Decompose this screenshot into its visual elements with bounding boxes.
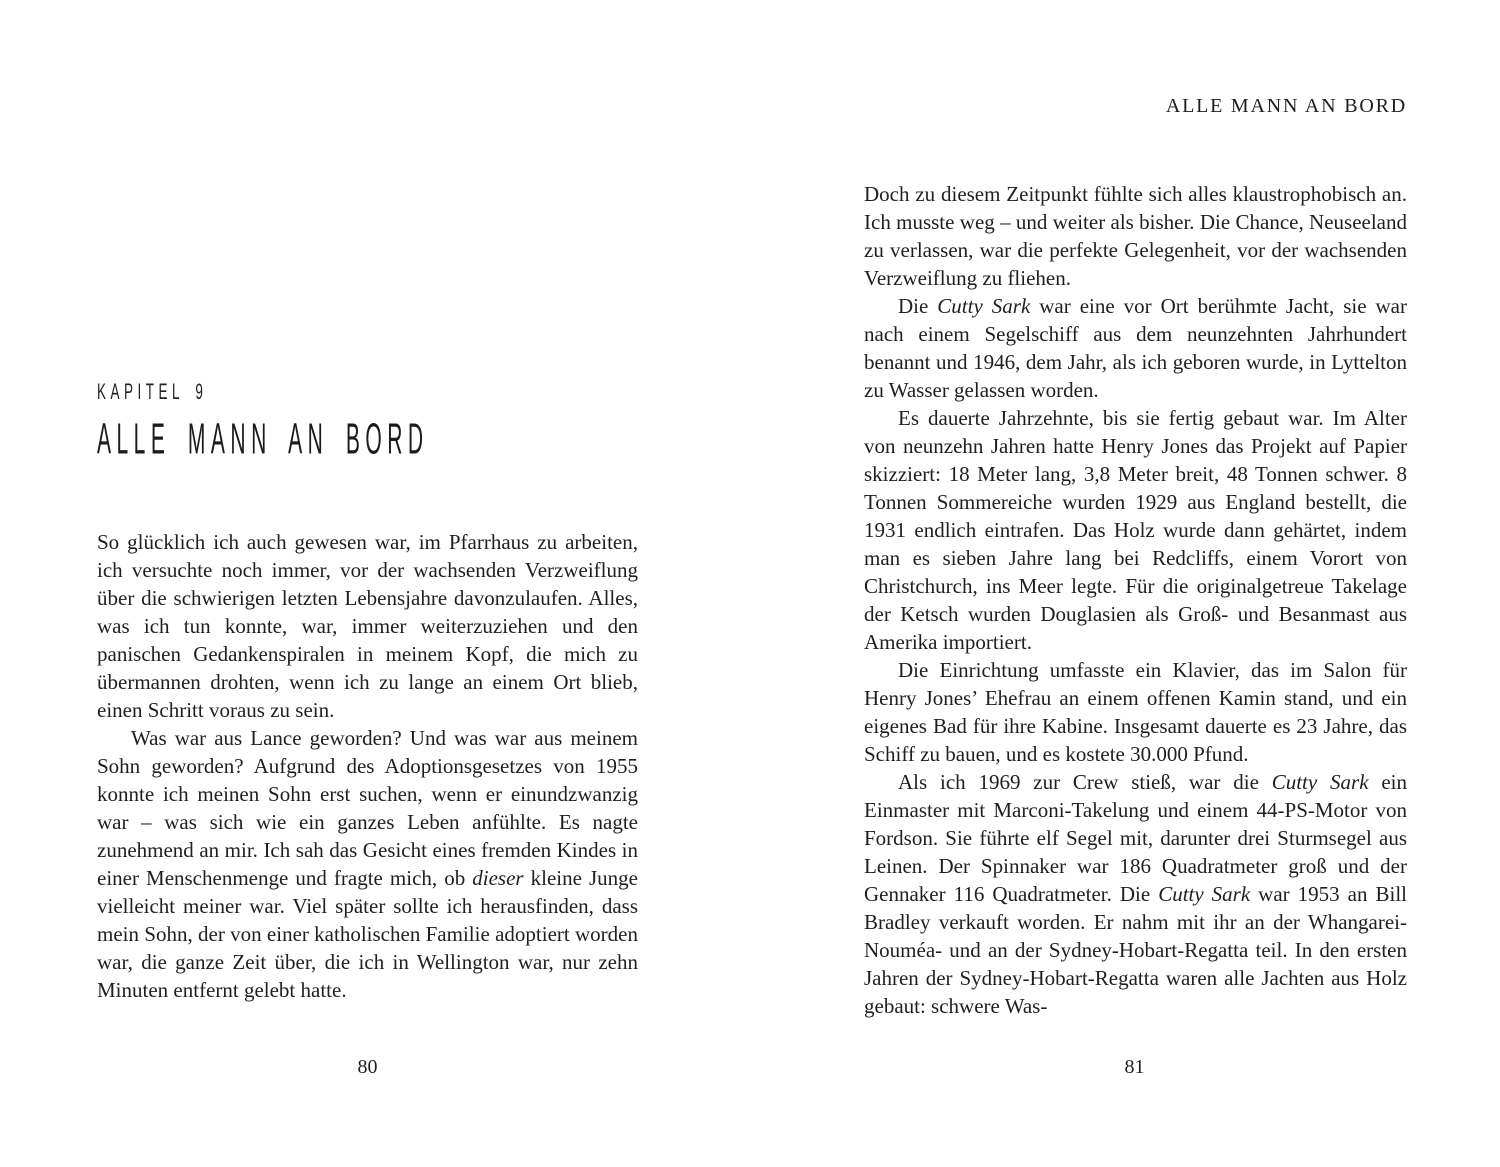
page-right	[750, 0, 1500, 1167]
text-run: ein Einmaster mit Marconi-Takelung und einem 44-PS-Motor von Fordson. Sie führte elf Segel mit, darunter drei Sturmsegel aus Leinen. Der Spinnaker war 186 Quadratmeter groß und der Gennaker 116 Quadratmeter. Die	[864, 770, 1407, 906]
chapter-title: ALLE MANN AN BORD	[97, 415, 429, 463]
chapter-kicker: KAPITEL 9	[97, 380, 208, 405]
paragraph	[97, 724, 638, 1004]
italic-text-run: Cutty Sark	[1271, 770, 1369, 794]
text-run: Die Einrichtung umfasste ein Klavier, das im Salon für Henry Jones’ Ehefrau an einem offenen Kamin stand, und ein eigenes Bad für ihre Kabine. Insgesamt dauerte es 23 Jahre, das Schiff zu bauen, und es kostete 30.000 Pfund.	[864, 658, 1407, 766]
text-run: Was war aus Lance geworden? Und was war aus meinem Sohn geworden? Aufgrund des Adoptionsgesetzes von 1955 konnte ich meinen Sohn erst suchen, wenn er einundzwanzig war – was sich wie ein ganzes Leben anfühlte. Es nagte zunehmend an mir. Ich sah das Gesicht eines fremden Kindes in einer Menschenmenge und fragte mich, ob	[97, 726, 638, 890]
text-run: So glücklich ich auch gewesen war, im Pfarrhaus zu arbeiten, ich versuchte noch immer, vor der wachsenden Verzweiflung über die schwierigen letzten Lebensjahre davonzulaufen. Alles, was ich tun konnte, war, immer weiterzuziehen und den panischen Gedankenspiralen in meinem Kopf, die mich zu übermannen drohten, wenn ich zu lange an einem Ort blieb, einen Schritt voraus zu sein.	[97, 530, 638, 722]
text-run: kleine Junge vielleicht meiner war. Viel später sollte ich herausfinden, dass mein Sohn, der von einer katholischen Familie adoptiert worden war, die ganze Zeit über, die ich in Wellington war, nur zehn Minuten entfernt gelebt hatte.	[97, 866, 638, 1002]
paragraph	[864, 180, 1407, 292]
paragraph	[864, 768, 1407, 1020]
text-run: war eine vor Ort berühmte Jacht, sie war nach einem Segelschiff aus dem neunzehnten Jahrhundert benannt und 1946, dem Jahr, als ich geboren wurde, in Lyttelton zu Wasser gelassen worden.	[864, 294, 1407, 402]
text-run: Als ich 1969 zur Crew stieß, war die	[898, 770, 1272, 794]
italic-text-run: Cutty Sark	[1158, 882, 1251, 906]
page-number-left: 80	[357, 1056, 378, 1078]
paragraph	[97, 528, 638, 724]
paragraph	[864, 656, 1407, 768]
paragraph	[864, 404, 1407, 656]
italic-text-run: Cutty Sark	[937, 294, 1031, 318]
text-run: Die	[898, 294, 938, 318]
text-run: Es dauerte Jahrzehnte, bis sie fertig gebaut war. Im Alter von neunzehn Jahren hatte Henry Jones das Projekt auf Papier skizziert: 18 Meter lang, 3,8 Meter breit, 48 Tonnen schwer. 8 Tonnen Sommereiche wurden 1929 aus England bestellt, die 1931 endlich eintrafen. Das Holz wurde dann gehärtet, indem man es sieben Jahre lang bei Redcliffs, einem Vorort von Christchurch, ins Meer legte. Für die originalgetreue Takelage der Ketsch wurden Douglasien als Groß- und Besanmast aus Amerika importiert.	[864, 406, 1407, 654]
text-run: war 1953 an Bill Bradley verkauft worden. Er nahm mit ihr an der Whangarei-Nouméa- und an der Sydney-Hobart-Regatta teil. In den ersten Jahren der Sydney-Hobart-Regatta waren alle Jachten aus Holz gebaut: schwere Was-	[864, 882, 1407, 1018]
text-run: Doch zu diesem Zeitpunkt fühlte sich alles klaustrophobisch an. Ich musste weg – und weiter als bisher. Die Chance, Neuseeland zu verlassen, war die perfekte Gelegenheit, vor der wachsenden Verzweiflung zu fliehen.	[864, 182, 1407, 290]
right-page-body	[864, 180, 1407, 1020]
italic-text-run: dieser	[472, 866, 524, 890]
paragraph	[864, 292, 1407, 404]
left-page-body	[97, 528, 638, 1004]
page-number-right: 81	[1124, 1056, 1145, 1078]
running-header: ALLE MANN AN BORD	[1165, 95, 1407, 117]
